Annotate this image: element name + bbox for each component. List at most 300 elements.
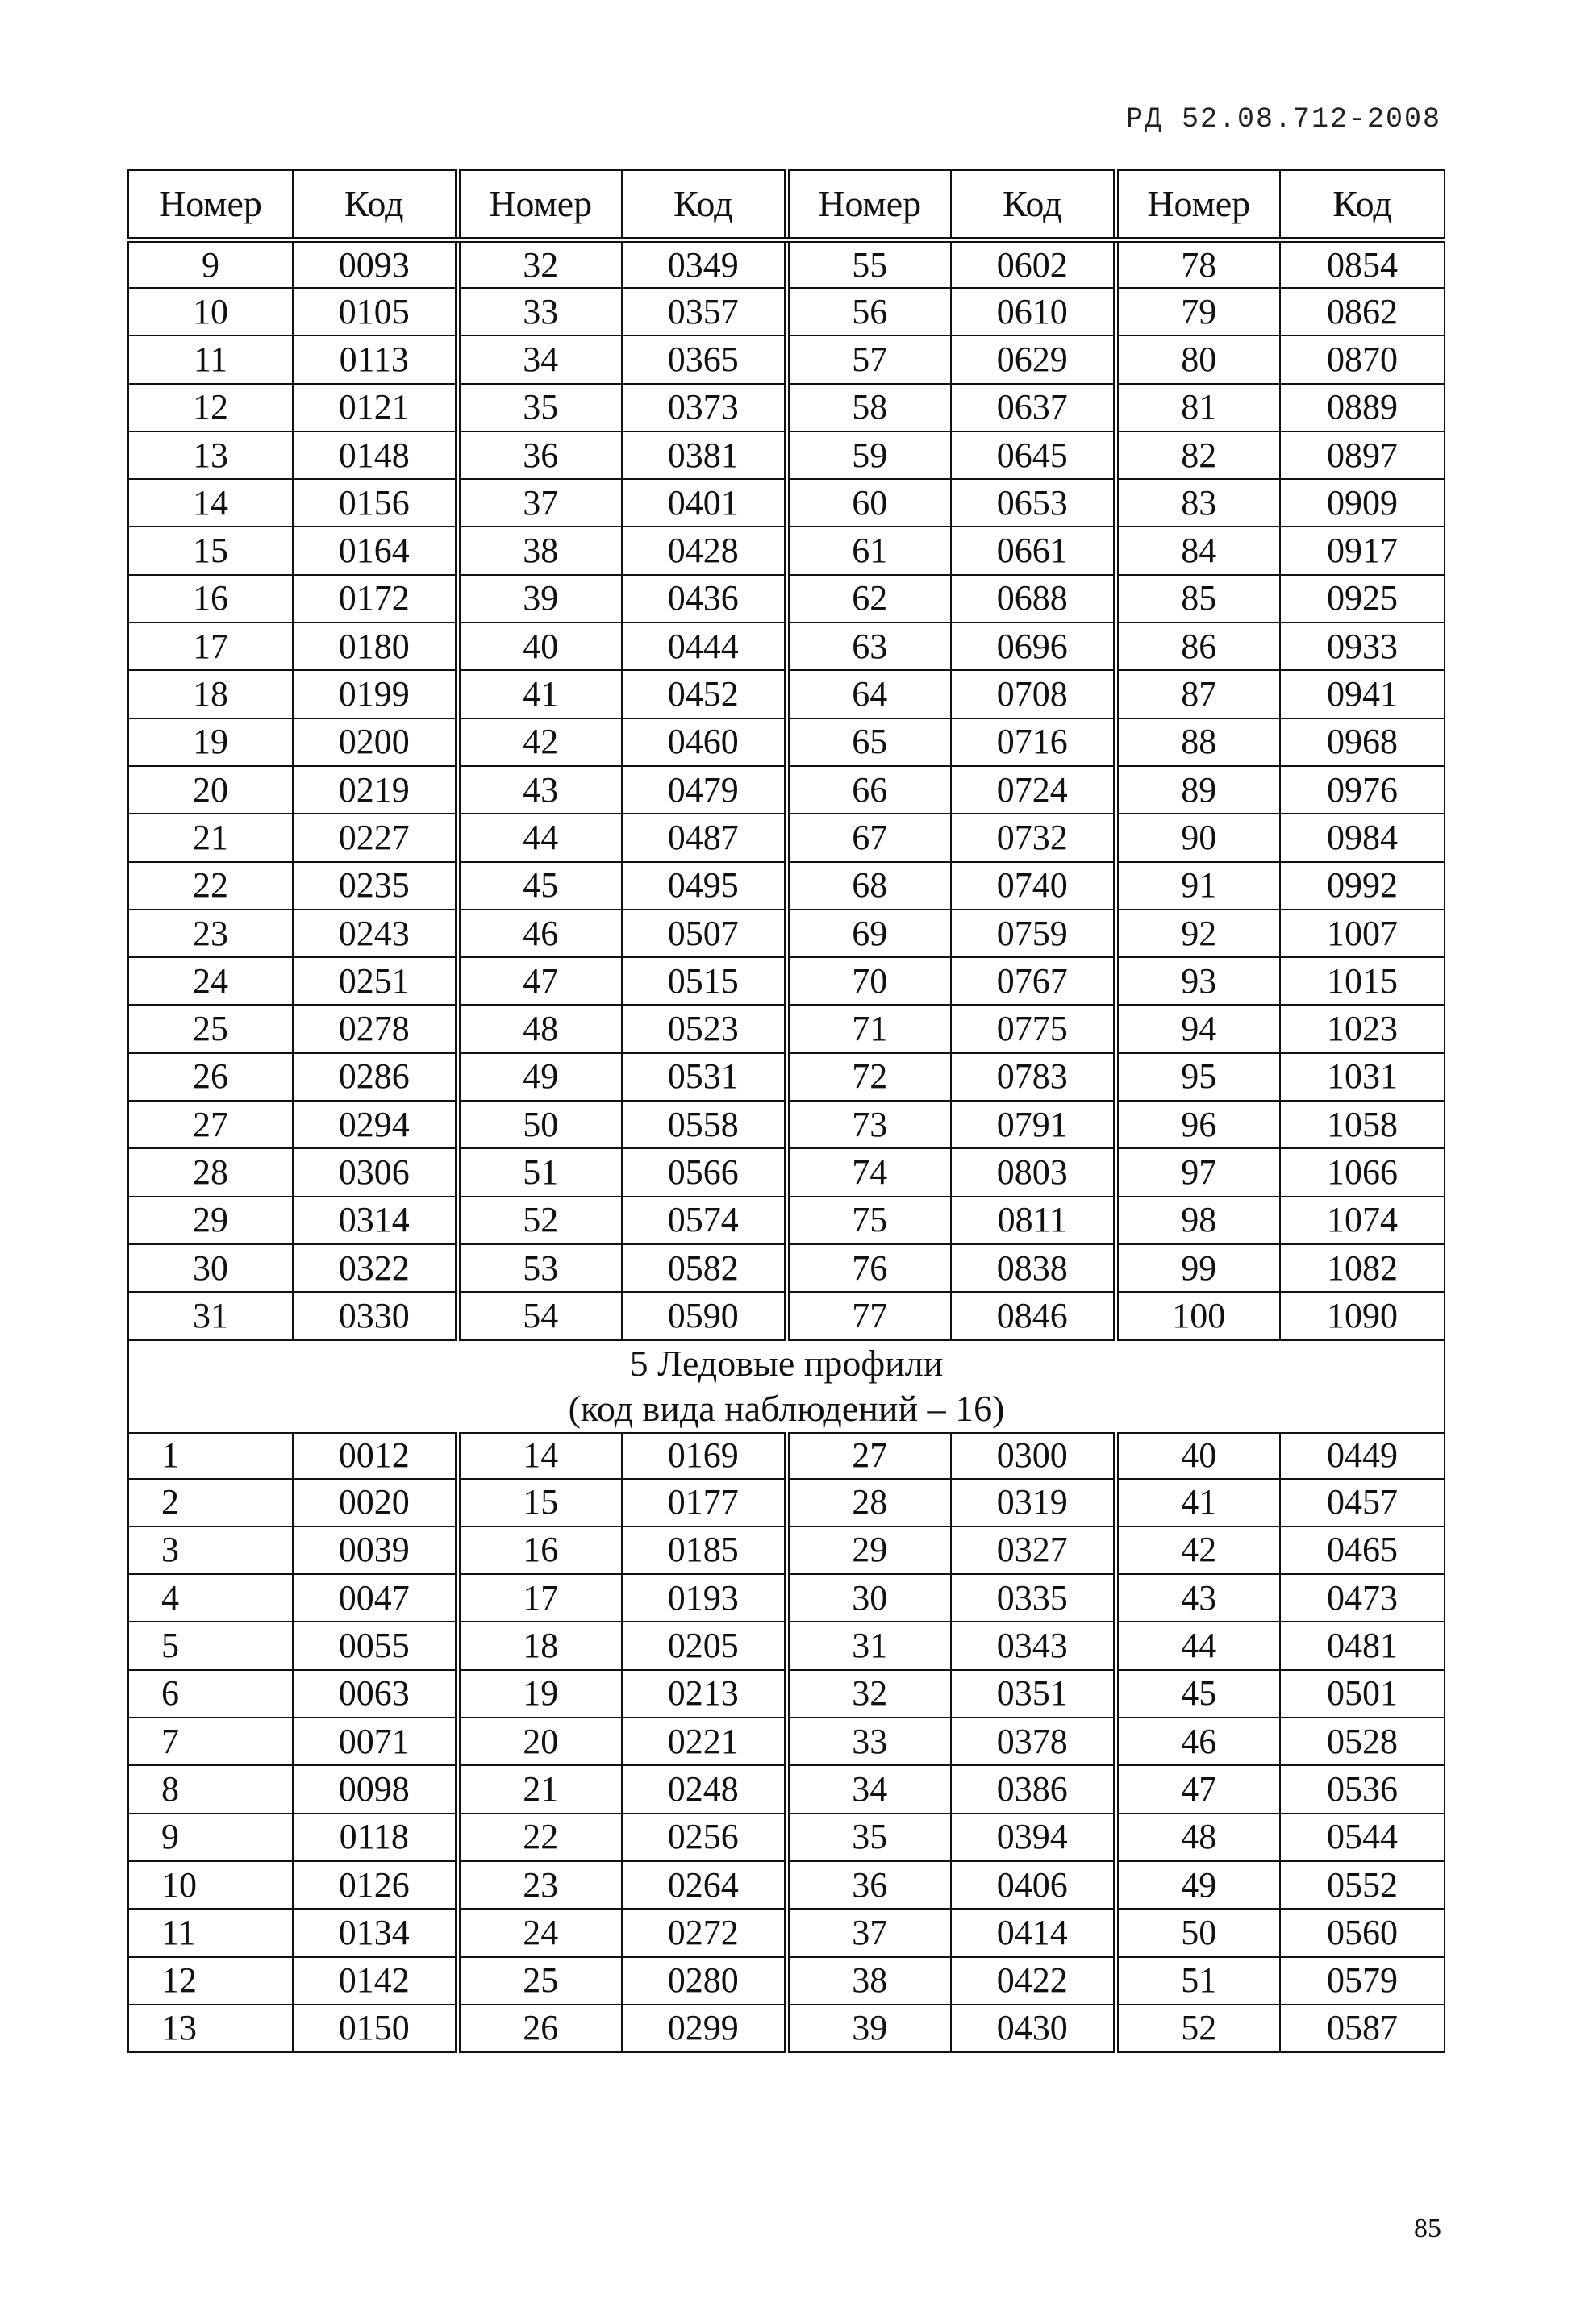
table-row: [128, 1765, 1445, 1813]
code-cell: 0113: [293, 335, 457, 383]
number-cell: 10: [128, 1861, 293, 1909]
number-cell: 85: [1115, 575, 1280, 623]
code-cell: 0870: [1280, 335, 1445, 383]
code-cell: 0156: [293, 479, 457, 527]
code-cell: 0401: [622, 479, 786, 527]
code-cell: 0199: [293, 670, 457, 718]
code-cell: 0976: [1280, 766, 1445, 814]
number-cell: 67: [786, 814, 951, 861]
code-cell: 0688: [951, 575, 1115, 623]
code-cell: 0256: [622, 1814, 786, 1861]
table-row: [128, 1957, 1445, 2005]
number-cell: 92: [1115, 910, 1280, 957]
table-row: [128, 2005, 1445, 2052]
table-row: [128, 670, 1445, 718]
number-cell: 11: [128, 1909, 293, 1956]
number-cell: 31: [128, 1292, 293, 1339]
number-cell: 41: [1115, 1479, 1280, 1526]
code-cell: 0172: [293, 575, 457, 623]
number-cell: 6: [128, 1670, 293, 1718]
number-cell: 36: [457, 431, 622, 479]
table-row: [128, 335, 1445, 383]
code-cell: 0349: [622, 240, 786, 289]
code-cell: 0566: [622, 1148, 786, 1196]
code-cell: 1023: [1280, 1005, 1445, 1052]
code-cell: 0357: [622, 288, 786, 335]
number-cell: 31: [786, 1622, 951, 1669]
table-row: [128, 910, 1445, 957]
code-cell: 0854: [1280, 240, 1445, 289]
number-cell: 8: [128, 1765, 293, 1813]
code-cell: 0479: [622, 766, 786, 814]
section-heading: [128, 1340, 1445, 1433]
table-row: [128, 623, 1445, 670]
code-cell: 1082: [1280, 1244, 1445, 1292]
code-cell: 0523: [622, 1005, 786, 1052]
number-cell: 37: [457, 479, 622, 527]
number-cell: 24: [457, 1909, 622, 1956]
section-heading-group: [128, 1340, 1445, 1433]
table-body-part1: [128, 240, 1445, 1340]
code-cell: 0653: [951, 479, 1115, 527]
number-cell: 26: [457, 2005, 622, 2052]
number-cell: 88: [1115, 718, 1280, 766]
code-cell: 0121: [293, 384, 457, 431]
code-cell: 0487: [622, 814, 786, 861]
table-row: [128, 766, 1445, 814]
number-cell: 14: [128, 479, 293, 527]
code-cell: 0012: [293, 1433, 457, 1479]
number-cell: 34: [786, 1765, 951, 1813]
code-cell: 0180: [293, 623, 457, 670]
table-row: [128, 527, 1445, 574]
number-cell: 71: [786, 1005, 951, 1052]
number-cell: 73: [786, 1101, 951, 1148]
number-cell: 98: [1115, 1197, 1280, 1244]
number-cell: 33: [457, 288, 622, 335]
code-cell: 1015: [1280, 957, 1445, 1005]
code-cell: 0118: [293, 1814, 457, 1861]
table-row: [128, 1005, 1445, 1052]
number-cell: 79: [1115, 288, 1280, 335]
table-row: [128, 288, 1445, 335]
code-cell: 0473: [1280, 1574, 1445, 1622]
number-cell: 96: [1115, 1101, 1280, 1148]
code-cell: 0460: [622, 718, 786, 766]
number-cell: 38: [457, 527, 622, 574]
code-cell: 0039: [293, 1526, 457, 1574]
code-cell: 0507: [622, 910, 786, 957]
section-subtitle: (код вида наблюдений – 16): [568, 1388, 1005, 1430]
number-cell: 37: [786, 1909, 951, 1956]
code-cell: 0724: [951, 766, 1115, 814]
number-cell: 97: [1115, 1148, 1280, 1196]
number-cell: 32: [457, 240, 622, 289]
code-cell: 0897: [1280, 431, 1445, 479]
code-cell: 0740: [951, 862, 1115, 910]
code-cell: 0071: [293, 1718, 457, 1765]
code-cell: 0716: [951, 718, 1115, 766]
number-cell: 16: [128, 575, 293, 623]
code-cell: 0696: [951, 623, 1115, 670]
number-cell: 45: [1115, 1670, 1280, 1718]
code-table: [127, 169, 1445, 2053]
code-cell: 0465: [1280, 1526, 1445, 1574]
code-cell: 0098: [293, 1765, 457, 1813]
code-cell: 0708: [951, 670, 1115, 718]
code-cell: 0430: [951, 2005, 1115, 2052]
code-cell: 0286: [293, 1053, 457, 1101]
code-cell: 0637: [951, 384, 1115, 431]
number-cell: 24: [128, 957, 293, 1005]
code-cell: 0243: [293, 910, 457, 957]
code-cell: 0063: [293, 1670, 457, 1718]
code-cell: 0501: [1280, 1670, 1445, 1718]
code-cell: 0406: [951, 1861, 1115, 1909]
column-header: Код: [293, 170, 457, 240]
number-cell: 38: [786, 1957, 951, 2005]
number-cell: 81: [1115, 384, 1280, 431]
code-cell: 0330: [293, 1292, 457, 1339]
code-cell: 0126: [293, 1861, 457, 1909]
code-cell: 0925: [1280, 575, 1445, 623]
code-cell: 0775: [951, 1005, 1115, 1052]
code-cell: 0941: [1280, 670, 1445, 718]
code-cell: 0185: [622, 1526, 786, 1574]
number-cell: 56: [786, 288, 951, 335]
number-cell: 9: [128, 240, 293, 289]
code-cell: 0280: [622, 1957, 786, 2005]
number-cell: 49: [1115, 1861, 1280, 1909]
code-cell: 0495: [622, 862, 786, 910]
number-cell: 62: [786, 575, 951, 623]
table-row: [128, 1292, 1445, 1339]
code-cell: 0629: [951, 335, 1115, 383]
code-cell: 0481: [1280, 1622, 1445, 1669]
code-cell: 0205: [622, 1622, 786, 1669]
column-header: Код: [1280, 170, 1445, 240]
number-cell: 33: [786, 1718, 951, 1765]
code-cell: 0235: [293, 862, 457, 910]
code-cell: 0536: [1280, 1765, 1445, 1813]
number-cell: 48: [457, 1005, 622, 1052]
code-cell: 0251: [293, 957, 457, 1005]
table-row: [128, 479, 1445, 527]
table-row: [128, 1053, 1445, 1101]
code-cell: 0791: [951, 1101, 1115, 1148]
table-row: [128, 1909, 1445, 1956]
code-cell: 0582: [622, 1244, 786, 1292]
code-cell: 1066: [1280, 1148, 1445, 1196]
number-cell: 47: [1115, 1765, 1280, 1813]
number-cell: 78: [1115, 240, 1280, 289]
number-cell: 13: [128, 431, 293, 479]
code-cell: 0917: [1280, 527, 1445, 574]
table-row: [128, 1479, 1445, 1526]
number-cell: 49: [457, 1053, 622, 1101]
code-cell: 0335: [951, 1574, 1115, 1622]
number-cell: 29: [786, 1526, 951, 1574]
number-cell: 25: [457, 1957, 622, 2005]
table-row: [128, 1197, 1445, 1244]
number-cell: 30: [786, 1574, 951, 1622]
number-cell: 17: [457, 1574, 622, 1622]
code-cell: 0783: [951, 1053, 1115, 1101]
number-cell: 45: [457, 862, 622, 910]
number-cell: 7: [128, 1718, 293, 1765]
document-code: РД 52.08.712-2008: [1125, 103, 1441, 135]
code-cell: 0343: [951, 1622, 1115, 1669]
table-row: [128, 1148, 1445, 1196]
number-cell: 23: [128, 910, 293, 957]
code-cell: 0889: [1280, 384, 1445, 431]
code-cell: 0386: [951, 1765, 1115, 1813]
code-cell: 0193: [622, 1574, 786, 1622]
number-cell: 44: [1115, 1622, 1280, 1669]
section-title: 5 Ледовые профили: [629, 1342, 944, 1384]
number-cell: 12: [128, 384, 293, 431]
code-cell: 0319: [951, 1479, 1115, 1526]
number-cell: 28: [128, 1148, 293, 1196]
code-cell: 0645: [951, 431, 1115, 479]
table-row: [128, 862, 1445, 910]
number-cell: 69: [786, 910, 951, 957]
code-cell: 0602: [951, 240, 1115, 289]
column-header: Код: [951, 170, 1115, 240]
page-number: 85: [1414, 2214, 1441, 2243]
column-header: Номер: [1115, 170, 1280, 240]
number-cell: 22: [457, 1814, 622, 1861]
code-cell: 0177: [622, 1479, 786, 1526]
code-cell: 0264: [622, 1861, 786, 1909]
number-cell: 10: [128, 288, 293, 335]
code-cell: 0968: [1280, 718, 1445, 766]
code-cell: 0300: [951, 1433, 1115, 1479]
code-cell: 0544: [1280, 1814, 1445, 1861]
number-cell: 87: [1115, 670, 1280, 718]
code-cell: 0294: [293, 1101, 457, 1148]
table-row: [128, 1244, 1445, 1292]
table-row: [128, 1861, 1445, 1909]
number-cell: 46: [1115, 1718, 1280, 1765]
code-cell: 0278: [293, 1005, 457, 1052]
number-cell: 43: [1115, 1574, 1280, 1622]
code-cell: 0558: [622, 1101, 786, 1148]
number-cell: 100: [1115, 1292, 1280, 1339]
number-cell: 13: [128, 2005, 293, 2052]
code-cell: 0457: [1280, 1479, 1445, 1526]
number-cell: 72: [786, 1053, 951, 1101]
section-heading-row: [128, 1340, 1445, 1433]
number-cell: 51: [457, 1148, 622, 1196]
number-cell: 18: [128, 670, 293, 718]
number-cell: 55: [786, 240, 951, 289]
code-cell: 0365: [622, 335, 786, 383]
number-cell: 89: [1115, 766, 1280, 814]
number-cell: 66: [786, 766, 951, 814]
column-header: Номер: [457, 170, 622, 240]
code-cell: 0351: [951, 1670, 1115, 1718]
table-row: [128, 1670, 1445, 1718]
code-cell: 0579: [1280, 1957, 1445, 2005]
code-cell: 0299: [622, 2005, 786, 2052]
number-cell: 23: [457, 1861, 622, 1909]
number-cell: 80: [1115, 335, 1280, 383]
code-cell: 0811: [951, 1197, 1115, 1244]
number-cell: 68: [786, 862, 951, 910]
code-cell: 0422: [951, 1957, 1115, 2005]
code-cell: 0436: [622, 575, 786, 623]
code-cell: 0528: [1280, 1718, 1445, 1765]
code-cell: 0134: [293, 1909, 457, 1956]
code-cell: 0381: [622, 431, 786, 479]
code-cell: 0661: [951, 527, 1115, 574]
code-cell: 0227: [293, 814, 457, 861]
number-cell: 61: [786, 527, 951, 574]
number-cell: 65: [786, 718, 951, 766]
code-cell: 0414: [951, 1909, 1115, 1956]
number-cell: 27: [128, 1101, 293, 1148]
number-cell: 95: [1115, 1053, 1280, 1101]
table-row: [128, 814, 1445, 861]
number-cell: 84: [1115, 527, 1280, 574]
column-header: Номер: [786, 170, 951, 240]
table-row: [128, 431, 1445, 479]
code-cell: 0933: [1280, 623, 1445, 670]
code-cell: 0055: [293, 1622, 457, 1669]
table-row: [128, 1814, 1445, 1861]
number-cell: 48: [1115, 1814, 1280, 1861]
number-cell: 57: [786, 335, 951, 383]
number-cell: 19: [128, 718, 293, 766]
code-cell: 1031: [1280, 1053, 1445, 1101]
number-cell: 18: [457, 1622, 622, 1669]
number-cell: 91: [1115, 862, 1280, 910]
number-cell: 94: [1115, 1005, 1280, 1052]
number-cell: 70: [786, 957, 951, 1005]
code-cell: 0838: [951, 1244, 1115, 1292]
code-cell: 0560: [1280, 1909, 1445, 1956]
number-cell: 74: [786, 1148, 951, 1196]
number-cell: 19: [457, 1670, 622, 1718]
code-cell: 0373: [622, 384, 786, 431]
code-cell: 0272: [622, 1909, 786, 1956]
number-cell: 39: [786, 2005, 951, 2052]
number-cell: 5: [128, 1622, 293, 1669]
code-cell: 0846: [951, 1292, 1115, 1339]
code-cell: 0248: [622, 1765, 786, 1813]
code-cell: 0142: [293, 1957, 457, 2005]
number-cell: 47: [457, 957, 622, 1005]
number-cell: 64: [786, 670, 951, 718]
code-cell: 0984: [1280, 814, 1445, 861]
code-cell: 0590: [622, 1292, 786, 1339]
code-cell: 0314: [293, 1197, 457, 1244]
code-cell: 0759: [951, 910, 1115, 957]
number-cell: 52: [457, 1197, 622, 1244]
code-cell: 1058: [1280, 1101, 1445, 1148]
number-cell: 99: [1115, 1244, 1280, 1292]
table-row: [128, 718, 1445, 766]
code-cell: 0428: [622, 527, 786, 574]
code-cell: 0803: [951, 1148, 1115, 1196]
number-cell: 53: [457, 1244, 622, 1292]
table-body-part2: [128, 1433, 1445, 2053]
table-row: [128, 1574, 1445, 1622]
number-cell: 54: [457, 1292, 622, 1339]
number-cell: 35: [786, 1814, 951, 1861]
number-cell: 25: [128, 1005, 293, 1052]
code-cell: 0327: [951, 1526, 1115, 1574]
number-cell: 28: [786, 1479, 951, 1526]
number-cell: 58: [786, 384, 951, 431]
code-cell: 0862: [1280, 288, 1445, 335]
table-row: [128, 575, 1445, 623]
code-cell: 0732: [951, 814, 1115, 861]
code-cell: 0164: [293, 527, 457, 574]
code-cell: 0531: [622, 1053, 786, 1101]
code-cell: 0148: [293, 431, 457, 479]
number-cell: 36: [786, 1861, 951, 1909]
code-cell: 0306: [293, 1148, 457, 1196]
code-cell: 0394: [951, 1814, 1115, 1861]
number-cell: 34: [457, 335, 622, 383]
number-cell: 40: [1115, 1433, 1280, 1479]
number-cell: 63: [786, 623, 951, 670]
number-cell: 76: [786, 1244, 951, 1292]
number-cell: 35: [457, 384, 622, 431]
number-cell: 15: [457, 1479, 622, 1526]
code-cell: 1090: [1280, 1292, 1445, 1339]
number-cell: 77: [786, 1292, 951, 1339]
number-cell: 82: [1115, 431, 1280, 479]
number-cell: 20: [128, 766, 293, 814]
number-cell: 42: [1115, 1526, 1280, 1574]
number-cell: 27: [786, 1433, 951, 1479]
number-cell: 9: [128, 1814, 293, 1861]
code-cell: 0213: [622, 1670, 786, 1718]
number-cell: 40: [457, 623, 622, 670]
number-cell: 52: [1115, 2005, 1280, 2052]
number-cell: 16: [457, 1526, 622, 1574]
table-row: [128, 957, 1445, 1005]
number-cell: 39: [457, 575, 622, 623]
code-cell: 0169: [622, 1433, 786, 1479]
number-cell: 21: [457, 1765, 622, 1813]
code-cell: 0322: [293, 1244, 457, 1292]
number-cell: 21: [128, 814, 293, 861]
number-cell: 42: [457, 718, 622, 766]
number-cell: 2: [128, 1479, 293, 1526]
code-cell: 0221: [622, 1718, 786, 1765]
number-cell: 44: [457, 814, 622, 861]
number-cell: 90: [1115, 814, 1280, 861]
number-cell: 83: [1115, 479, 1280, 527]
number-cell: 4: [128, 1574, 293, 1622]
number-cell: 43: [457, 766, 622, 814]
code-cell: 0105: [293, 288, 457, 335]
code-cell: 0378: [951, 1718, 1115, 1765]
code-cell: 0020: [293, 1479, 457, 1526]
code-cell: 0093: [293, 240, 457, 289]
code-cell: 0047: [293, 1574, 457, 1622]
number-cell: 75: [786, 1197, 951, 1244]
code-cell: 1074: [1280, 1197, 1445, 1244]
number-cell: 22: [128, 862, 293, 910]
number-cell: 1: [128, 1433, 293, 1479]
code-cell: 0444: [622, 623, 786, 670]
number-cell: 50: [457, 1101, 622, 1148]
